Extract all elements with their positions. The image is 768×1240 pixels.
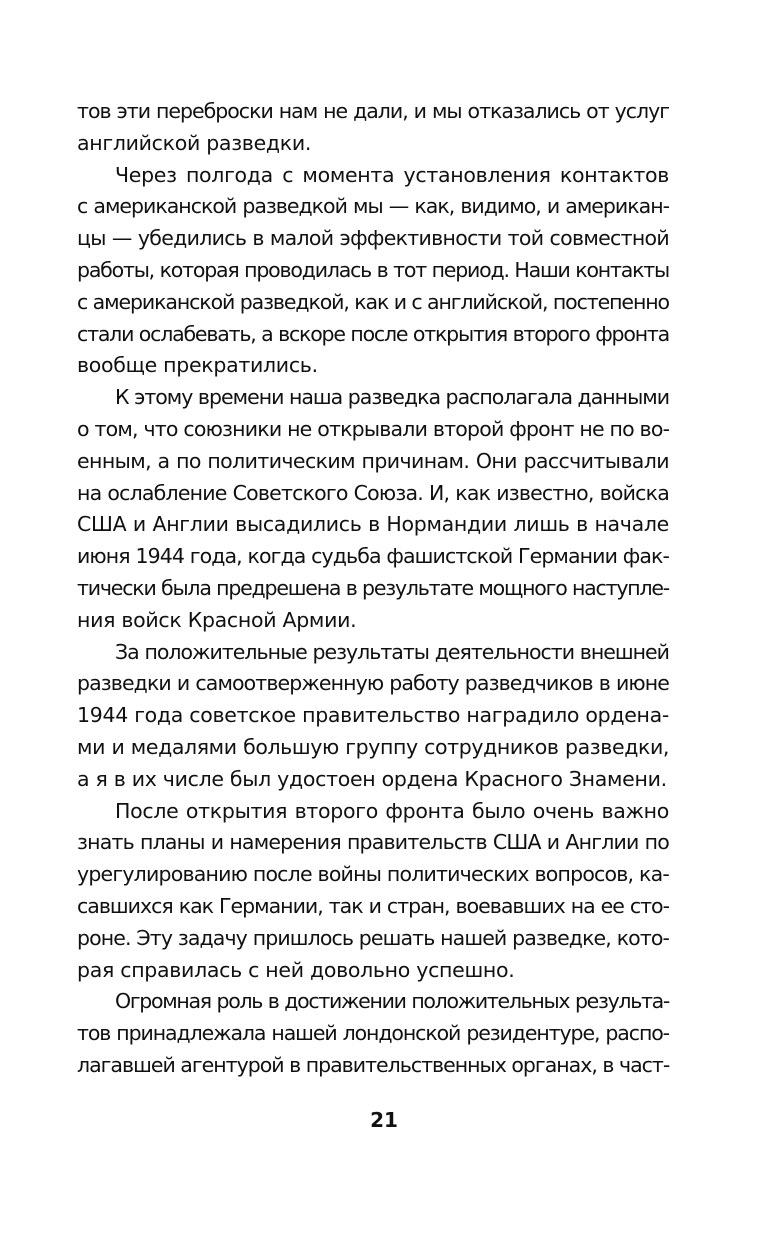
text-line: стали ослабевать, а вскоре после открытия второго фронта [77,321,669,346]
text-line: с американской разведкой мы — как, видимо, и американ- [77,194,669,219]
text-line: урегулированию после войны политических вопросов, ка- [77,862,669,887]
text-line: ния войск Красной Армии. [77,607,357,632]
text-line: тически была предрешена в результате мощного наступле- [77,575,669,600]
text-line: США и Англии высадились в Нормандии лишь в начале [77,512,669,537]
text-line: английской разведки. [77,130,312,155]
text-line: а я в их числе был удостоен ордена Красного Знамени. [77,766,667,791]
text-line: лагавшей агентурой в правительственных органах, в част- [77,1052,670,1077]
text-line: знать планы и намерения правительств США и Англии по [77,830,669,855]
text-line: о том, что союзники не открывали второй фронт не по во- [77,416,670,441]
text-line: 1944 года советское правительство наградило ордена- [77,703,669,728]
text-line: тов эти переброски нам не дали, и мы отказались от услуг [77,99,669,123]
text-line: савшихся как Германии, так и стран, воевавших на ее сто- [77,893,669,918]
text-line: енным, а по политическим причинам. Они рассчитывали [77,448,669,473]
text-line: с американской разведкой, как и с английской, постепенно [77,289,669,314]
page-number: 21 [370,1108,398,1132]
text-line: рая справилась с ней довольно успешно. [77,957,515,982]
text-line: цы — убедились в малой эффективности той совместной [77,226,669,251]
text-line: разведки и самоотверженную работу разведчиков в июне [77,671,669,696]
text-line: работы, которая проводилась в тот период. Наши контакты [77,257,669,282]
text-line: ми и медалями большую группу сотрудников разведки, [77,734,669,759]
text-line: Через полгода с момента установления контактов [115,162,669,187]
text-line: К этому времени наша разведка располагала данными [115,385,670,410]
text-line: тов принадлежала нашей лондонской резидентуре, распо- [77,1021,669,1046]
text-line: на ослабление Советского Союза. И, как известно, войска [77,480,669,505]
text-line: роне. Эту задачу пришлось решать нашей разведке, кото- [77,925,669,950]
text-line: После открытия второго фронта было очень важно [115,798,669,823]
page-body-text [77,96,669,1082]
text-line: вообще прекратились. [77,353,318,378]
text-line: За положительные результаты деятельности внешней [115,639,669,664]
text-line: Огромная роль в достижении положительных результа- [115,989,669,1014]
text-line: июня 1944 года, когда судьба фашистской Германии фак- [77,544,669,569]
